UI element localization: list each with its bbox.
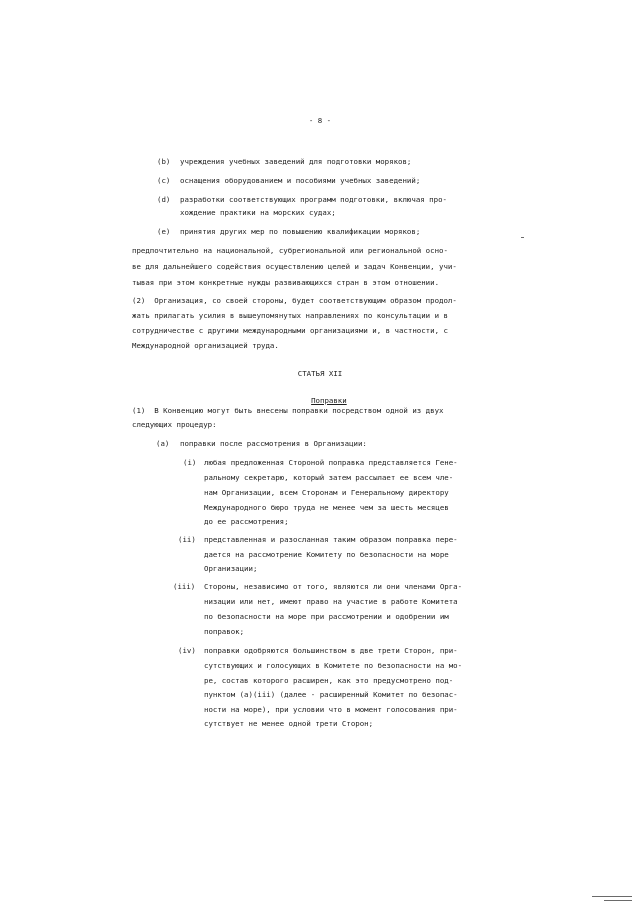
paragraph-line: следующих процедур: bbox=[132, 420, 217, 429]
sub-item-line: до ее рассмотрения; bbox=[204, 517, 289, 526]
sub-item-line: низации или нет, имеют право на участие в работе Комитета bbox=[204, 597, 458, 606]
sub-item-line: сутствует не менее одной трети Сторон; bbox=[204, 719, 374, 728]
item-label: (c) bbox=[157, 176, 171, 185]
sub-item-line: представленная и разосланная таким образом поправка пере- bbox=[204, 535, 458, 544]
item-label: (b) bbox=[157, 157, 171, 166]
paragraph-line: Международной организацией труда. bbox=[132, 341, 279, 350]
article-subtitle: Поправки bbox=[311, 396, 347, 405]
item-label: (e) bbox=[157, 227, 171, 236]
paragraph-line: жать прилагать усилия в вышеупомянутых направлениях по консультации и в bbox=[132, 311, 448, 320]
sub-item-label: (ii) bbox=[178, 535, 196, 544]
item-text: хождение практики на морских судах; bbox=[180, 208, 336, 217]
sub-item-line: сутствующих и голосующих в Комитете по безопасности на мо- bbox=[204, 661, 463, 670]
page-number: - 8 - bbox=[308, 116, 332, 125]
paragraph-line: (1) В Конвенцию могут быть внесены поправки посредством одной из двух bbox=[132, 406, 444, 415]
sub-item-label: (iv) bbox=[178, 646, 196, 655]
sub-item-line: поправок; bbox=[204, 627, 245, 636]
sub-item-line: дается на рассмотрение Комитету по безопасности на море bbox=[204, 550, 449, 559]
paragraph-line: ве для дальнейшего содействия осуществлению целей и задач Конвенции, учи- bbox=[132, 262, 457, 271]
sub-a-label: (a) bbox=[156, 439, 170, 448]
sub-item-line: ре, состав которого расширен, как это предусмотрено под- bbox=[204, 676, 454, 685]
scan-mark bbox=[604, 900, 632, 901]
scan-mark bbox=[592, 896, 632, 897]
paragraph-line: сотрудничестве с другими международными организациями и, в частности, с bbox=[132, 326, 448, 335]
sub-item-line: пунктом (a)(iii) (далее - расширенный Комитет по безопас- bbox=[204, 690, 458, 699]
paragraph-line: предпочтительно на национальной, субрегиональной или региональной осно- bbox=[132, 246, 448, 255]
sub-item-label: (iii) bbox=[173, 582, 196, 591]
sub-a-text: поправки после рассмотрения в Организации: bbox=[180, 439, 367, 448]
scan-mark bbox=[521, 237, 524, 238]
sub-item-line: ности на море), при условии что в момент голосования при- bbox=[204, 705, 458, 714]
sub-item-line: ральному секретарю, который затем рассылает ее всем чле- bbox=[204, 473, 454, 482]
sub-item-line: Международного бюро труда не менее чем за шесть месяцев bbox=[204, 503, 449, 512]
article-title: СТАТЬЯ XII bbox=[297, 369, 343, 378]
paragraph-line: (2) Организация, со своей стороны, будет соответствующим образом продол- bbox=[132, 296, 457, 305]
sub-item-line: любая предложенная Стороной поправка представляется Гене- bbox=[204, 458, 458, 467]
sub-item-line: Стороны, независимо от того, являются ли они членами Орга- bbox=[204, 582, 463, 591]
item-text: учреждения учебных заведений для подготовки моряков; bbox=[180, 157, 412, 166]
item-text: принятия других мер по повышению квалификации моряков; bbox=[180, 227, 421, 236]
sub-item-line: поправки одобряются большинством в две трети Сторон, при- bbox=[204, 646, 458, 655]
item-label: (d) bbox=[157, 195, 171, 204]
sub-item-label: (i) bbox=[183, 458, 197, 467]
sub-item-line: нам Организации, всем Сторонам и Генеральному директору bbox=[204, 488, 449, 497]
sub-item-line: по безопасности на море при рассмотрении и одобрении им bbox=[204, 612, 449, 621]
sub-item-line: Организации; bbox=[204, 564, 258, 573]
item-text: разработки соответствующих программ подготовки, включая про- bbox=[180, 195, 447, 204]
paragraph-line: тывая при этом конкретные нужды развивающихся стран в этом отношении. bbox=[132, 278, 440, 287]
item-text: оснащения оборудованием и пособиями учебных заведений; bbox=[180, 176, 421, 185]
